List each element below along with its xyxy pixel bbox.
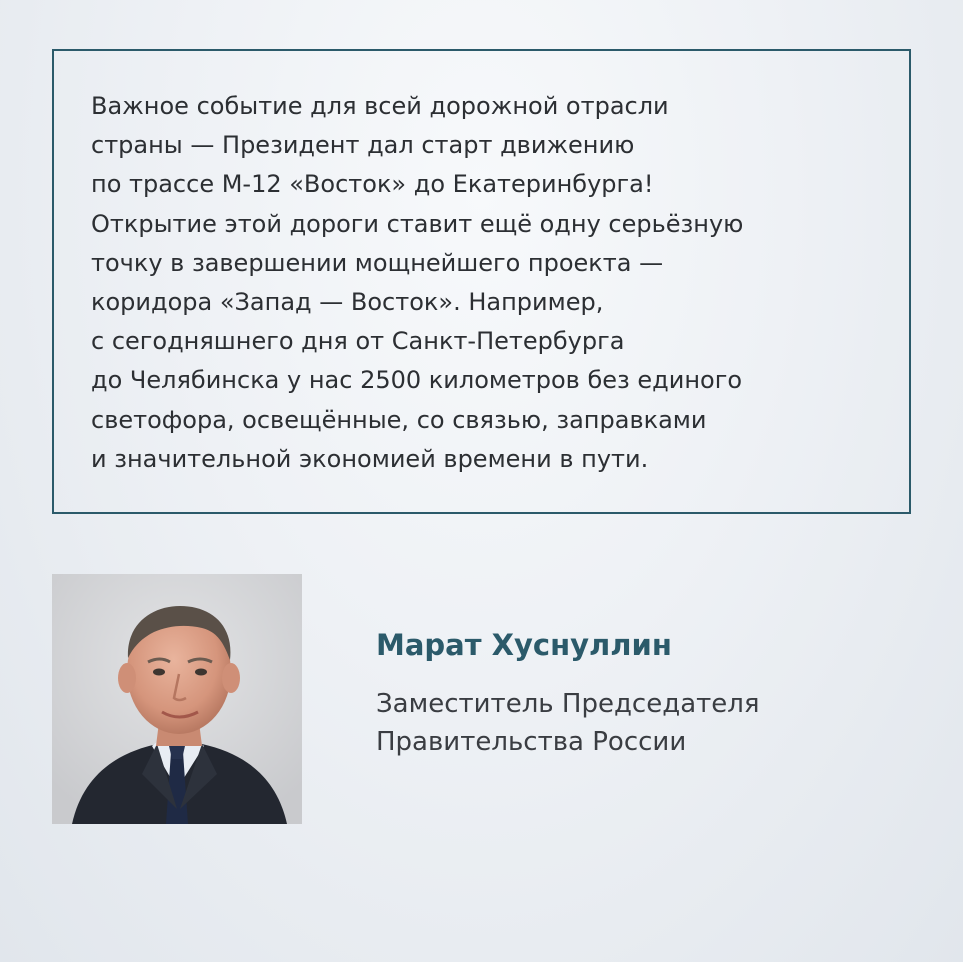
speaker-role-line: Правительства России bbox=[376, 727, 687, 757]
quote-line: Важное событие для всей дорожной отрасли bbox=[91, 92, 669, 120]
quote-line: с сегодняшнего дня от Санкт-Петербурга bbox=[91, 327, 625, 356]
quote-line: точку в завершении мощнейшего проекта — bbox=[91, 248, 664, 277]
quote-line: светофора, освещённые, со связью, заправками bbox=[91, 405, 707, 434]
quote-line: по трассе М-12 «Восток» до Екатеринбурга! bbox=[91, 170, 654, 199]
speaker-name: Марат Хуснуллин bbox=[376, 628, 672, 662]
speaker-role-line: Заместитель Председателя bbox=[376, 689, 760, 719]
quote-line: до Челябинска у нас 2500 километров без единого bbox=[91, 366, 743, 395]
quote-line: Открытие этой дороги ставит ещё одну серьёзную bbox=[91, 209, 744, 238]
quote-text bbox=[91, 87, 891, 479]
quote-line: страны — Президент дал старт движению bbox=[91, 131, 635, 160]
speaker-role bbox=[376, 685, 760, 761]
quote-line: коридора «Запад — Восток». Например, bbox=[91, 288, 604, 317]
quote-line: и значительной экономией времени в пути. bbox=[91, 444, 649, 473]
speaker-photo bbox=[52, 574, 302, 824]
quote-frame bbox=[52, 49, 911, 514]
